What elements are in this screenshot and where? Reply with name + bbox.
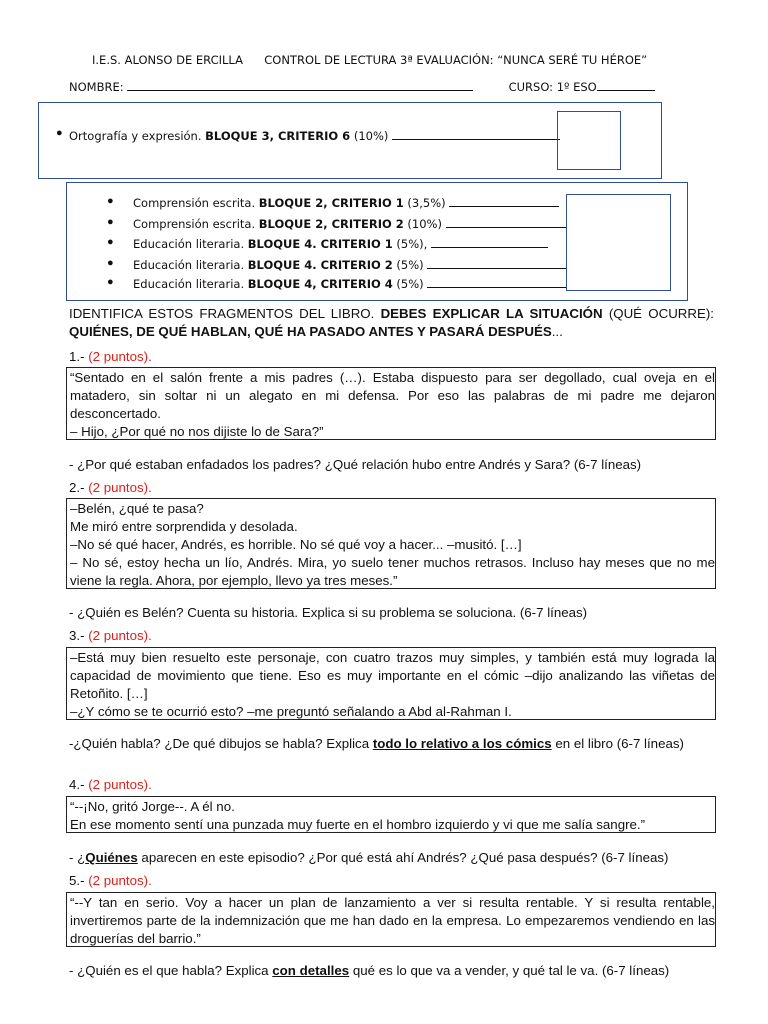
quote-line: “--Y tan en serio. Voy a hacer un plan de lanzamiento a ver si resulta rentable. Y si resulta rentable, invertiremos parte de la indemnización que me han dado en la empresa. Lo empezaremos vendiendo en las droguerías del barrio.”: [70, 895, 715, 946]
points-label: (2 puntos): [88, 480, 149, 495]
grade-box-2[interactable]: [566, 194, 671, 291]
quote-line: “--¡No, gritó Jorge--. A él no.: [70, 799, 235, 814]
quote-line: –¿Y cómo se te ocurrió esto? –me preguntó señalando a Abd al-Rahman I.: [70, 704, 512, 719]
bullet-icon: ●: [107, 195, 114, 207]
exam-title: CONTROL DE LECTURA 3ª EVALUACIÓN: “NUNCA SERÉ TU HÉROE”: [264, 53, 648, 67]
question-number: 1.- (2 puntos).: [69, 349, 152, 364]
instructions-ellipsis: ...: [551, 324, 563, 339]
instructions-bold: DEBES EXPLICAR LA SITUACIÓN: [380, 306, 603, 321]
question-text: - ¿Quién es el que habla? Explica con detalles qué es lo que va a vender, y qué tal le va. (6-7 líneas): [69, 963, 670, 978]
criteria-bold: BLOQUE 2, CRITERIO 1: [258, 196, 404, 210]
question-number: 5.- (2 puntos).: [69, 873, 152, 888]
grade-line[interactable]: [446, 216, 573, 228]
bullet-icon: ●: [107, 216, 114, 228]
question-text: - ¿Quiénes aparecen en este episodio? ¿Por qué está ahí Andrés? ¿Qué pasa después? (6-7 líneas): [69, 850, 669, 865]
instructions: [69, 305, 714, 341]
question-number: 2.- (2 puntos).: [69, 480, 152, 495]
criteria-item: [133, 236, 548, 251]
criteria-pct: (10%): [407, 217, 442, 231]
quote-box: [66, 498, 716, 589]
instructions-text: (QUÉ OCURRE):: [608, 306, 715, 321]
quote-box: [66, 892, 716, 947]
points-label: (2 puntos): [88, 777, 149, 792]
instructions-bold: QUIÉNES, DE QUÉ HABLAN, QUÉ HA PASADO ANTES Y PASARÁ DESPUÉS: [69, 324, 552, 339]
header-title-line: [92, 53, 647, 67]
bullet-icon: ●: [107, 236, 114, 248]
course-field[interactable]: [597, 79, 655, 91]
quote-line: –No sé qué hacer, Andrés, es horrible. No sé qué voy a hacer... –musitó. […]: [70, 537, 522, 552]
points-label: (2 puntos): [88, 349, 149, 364]
question-emphasis: con detalles: [272, 963, 350, 978]
grade-line[interactable]: [427, 276, 577, 288]
bullet-icon: ●: [56, 127, 63, 139]
name-line: [69, 79, 655, 94]
criteria-prefix: Ortografía y expresión.: [69, 129, 202, 143]
grade-line[interactable]: [431, 236, 548, 248]
criteria-bold: BLOQUE 4, CRITERIO 4: [247, 277, 393, 291]
grade-line[interactable]: [427, 257, 577, 269]
instructions-text: IDENTIFICA ESTOS FRAGMENTOS DEL LIBRO.: [69, 306, 375, 321]
criteria-bold: BLOQUE 4. CRITERIO 1: [247, 237, 393, 251]
criteria-prefix: Comprensión escrita.: [133, 196, 256, 210]
question-number: 4.- (2 puntos).: [69, 777, 152, 792]
name-label: NOMBRE:: [69, 80, 124, 94]
question-text: - ¿Por qué estaban enfadados los padres? ¿Qué relación hubo entre Andrés y Sara? (6-7 líneas): [69, 457, 642, 472]
points-label: (2 puntos): [88, 873, 149, 888]
criteria-item: [133, 216, 573, 231]
quote-line: –Belén, ¿qué te pasa?: [70, 501, 204, 516]
question-emphasis: Quiénes: [85, 850, 138, 865]
criteria-pct: (5%): [396, 277, 424, 291]
criteria-pct: (10%): [353, 129, 389, 143]
quote-line: Me miró entre sorprendida y desolada.: [70, 519, 298, 534]
bullet-icon: ●: [107, 276, 114, 288]
points-label: (2 puntos): [88, 628, 149, 643]
quote-line: En ese momento sentí una punzada muy fuerte en el hombro izquierdo y vi que me salía sangre.”: [70, 817, 646, 832]
question-text: -¿Quién habla? ¿De qué dibujos se habla? Explica todo lo relativo a los cómics en el libro (6-7 líneas): [69, 736, 684, 751]
grade-line[interactable]: [392, 128, 560, 140]
criteria-prefix: Educación literaria.: [133, 277, 245, 291]
criteria-item: [133, 276, 577, 291]
criteria-prefix: Comprensión escrita.: [133, 217, 256, 231]
quote-box: [66, 367, 716, 440]
criteria-item: [133, 195, 559, 210]
course-label: CURSO: 1º ESO: [508, 80, 597, 94]
quote-box: [66, 796, 716, 833]
question-number: 3.- (2 puntos).: [69, 628, 152, 643]
criteria-prefix: Educación literaria.: [133, 237, 245, 251]
quote-line: – No sé, estoy hecha un lío, Andrés. Mira, yo suelo tener muchos retrasos. Incluso hay meses que no me viene la regla. Ahora, por ejemplo, llevo ya tres meses.”: [70, 555, 715, 588]
criteria-item: [69, 128, 560, 143]
criteria-pct: (3,5%): [407, 196, 446, 210]
criteria-bold: BLOQUE 2, CRITERIO 2: [258, 217, 404, 231]
school-name: I.E.S. ALONSO DE ERCILLA: [92, 53, 243, 67]
quote-line: – Hijo, ¿Por qué no nos dijiste lo de Sara?”: [70, 424, 324, 439]
criteria-item: [133, 257, 577, 272]
quote-box: [66, 647, 716, 720]
criteria-prefix: Educación literaria.: [133, 258, 245, 272]
bullet-icon: ●: [107, 257, 114, 269]
criteria-bold: BLOQUE 3, CRITERIO 6: [205, 129, 351, 143]
criteria-pct: (5%): [396, 258, 424, 272]
name-field[interactable]: [127, 79, 473, 91]
question-emphasis: todo lo relativo a los cómics: [372, 736, 552, 751]
criteria-bold: BLOQUE 4. CRITERIO 2: [247, 258, 393, 272]
quote-line: “Sentado en el salón frente a mis padres (…). Estaba dispuesto para ser degollado, cual oveja en el matadero, sin soltar ni un alegato en mi defensa. Por eso las palabras de mi padre me dejaron desconcertado.: [70, 370, 715, 421]
question-text: - ¿Quién es Belén? Cuenta su historia. Explica si su problema se soluciona. (6-7 líneas): [69, 605, 588, 620]
grade-box-1[interactable]: [557, 111, 621, 170]
criteria-pct: (5%),: [396, 237, 428, 251]
grade-line[interactable]: [449, 195, 559, 207]
quote-line: –Está muy bien resuelto este personaje, con cuatro trazos muy simples, y también está muy lograda la capacidad de movimiento que tiene. Eso es muy importante en el cómic –dijo analizando las viñetas de Retoñito. […]: [70, 650, 715, 701]
